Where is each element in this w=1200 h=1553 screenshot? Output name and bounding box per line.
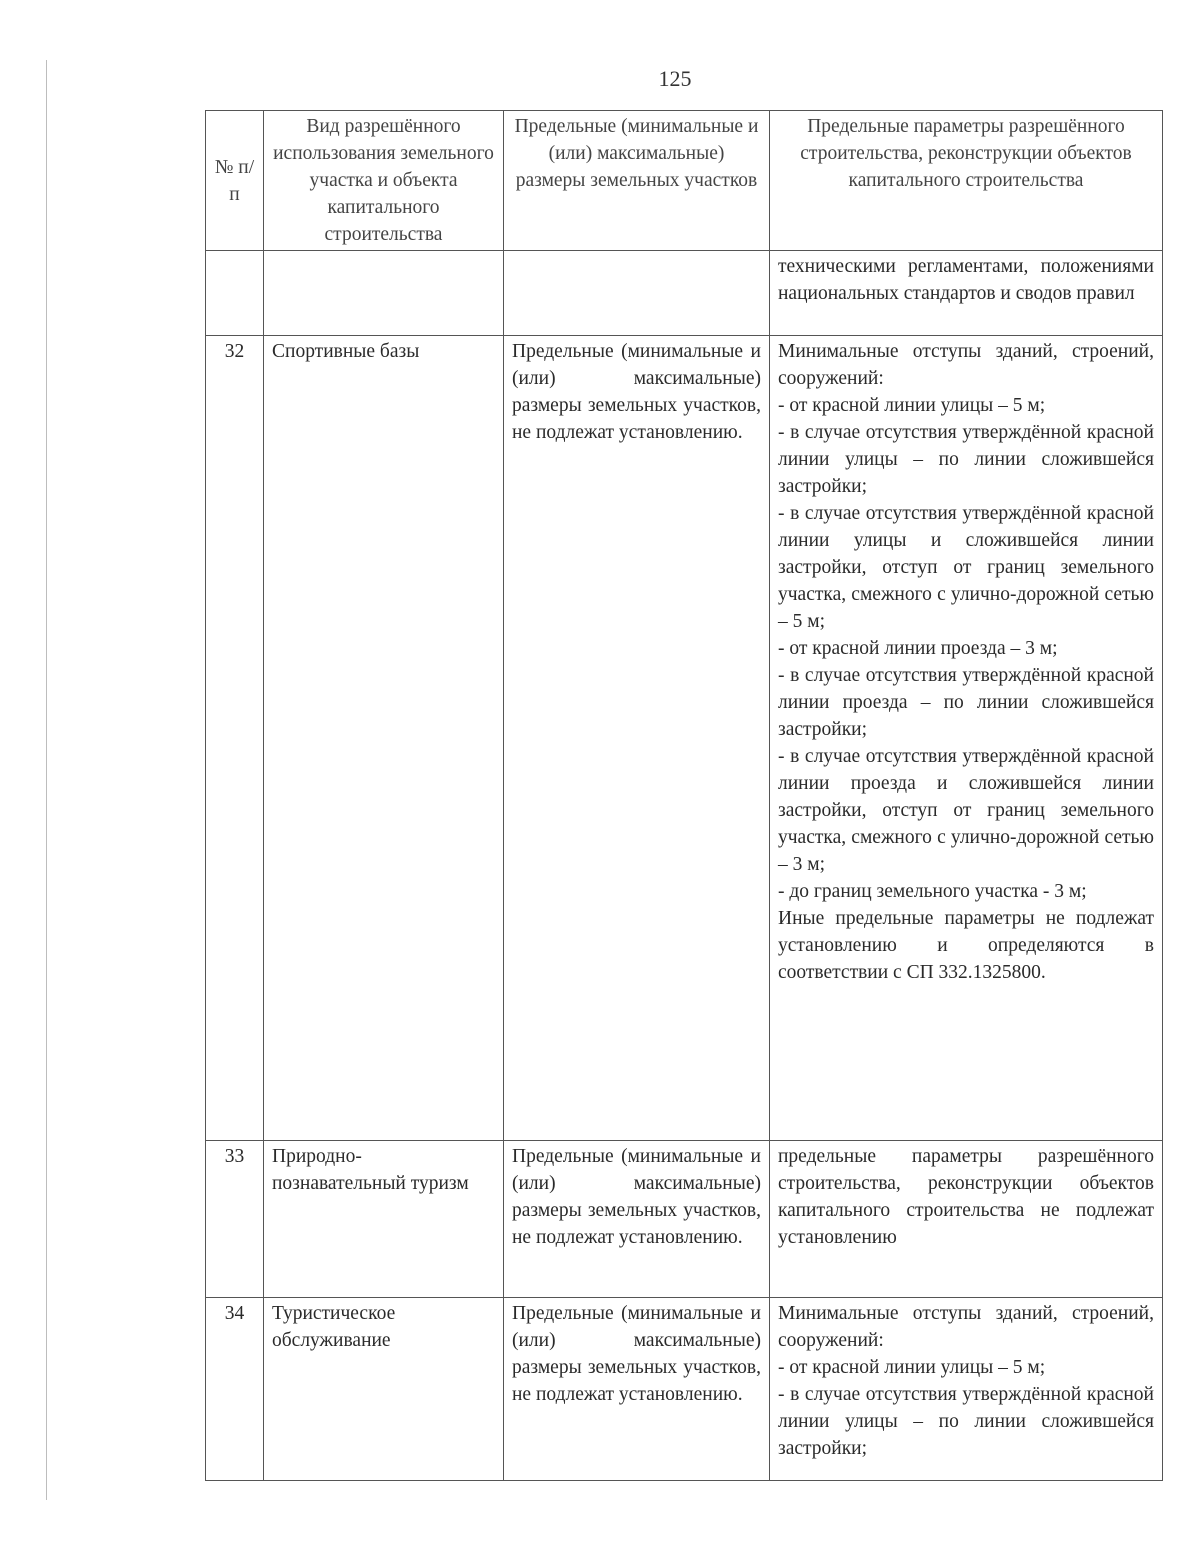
continuation-vid — [264, 251, 504, 336]
row-num: 33 — [206, 1141, 264, 1298]
param-line: - в случае отсутствия утверждённой красной линии улицы – по линии сложившейся застройки; — [778, 422, 1154, 497]
param-line: - от красной линии проезда – 3 м; — [778, 638, 1058, 659]
param-line: - в случае отсутствия утверждённой красной линии улицы – по линии сложившейся застройки; — [778, 1384, 1154, 1459]
param-line: предельные параметры разрешённого строительства, реконструкции объектов капитального строительства не подлежат установлению — [778, 1146, 1154, 1248]
param-line: - в случае отсутствия утверждённой красной линии улицы и сложившейся линии застройки, отступ от границ земельного участка, смежного с улично-дорожной сетью – 5 м; — [778, 503, 1154, 632]
continuation-size — [504, 251, 770, 336]
row-params — [770, 1298, 1163, 1481]
row-vid: Спортивные базы — [264, 336, 504, 1141]
table-row — [206, 1298, 1163, 1481]
continuation-params-text: техническими регламентами, положениями национальных стандартов и сводов правил — [778, 256, 1154, 304]
row-num: 32 — [206, 336, 264, 1141]
row-params — [770, 1141, 1163, 1298]
continuation-row — [206, 251, 1163, 336]
param-line: - в случае отсутствия утверждённой красной линии проезда – по линии сложившейся застройки; — [778, 665, 1154, 740]
page-number: 125 — [658, 66, 692, 91]
row-vid: Природно-познавательный туризм — [264, 1141, 504, 1298]
row-params — [770, 336, 1163, 1141]
header-size: Предельные (минимальные и (или) максимальные) размеры земельных участков — [504, 111, 770, 251]
table-row — [206, 336, 1163, 1141]
param-line: - от красной линии улицы – 5 м; — [778, 1357, 1046, 1378]
row-size: Предельные (минимальные и (или) максимальные) размеры земельных участков, не подлежат установлению. — [504, 1141, 770, 1298]
regulations-table — [205, 110, 1163, 1481]
left-margin-line — [46, 60, 47, 1500]
param-line: Иные предельные параметры не подлежат установлению и определяются в соответствии с СП 332.1325800. — [778, 908, 1154, 983]
param-line: - от красной линии улицы – 5 м; — [778, 395, 1046, 416]
param-line: Минимальные отступы зданий, строений, сооружений: — [778, 1303, 1154, 1351]
header-row — [206, 111, 1163, 251]
continuation-num — [206, 251, 264, 336]
header-params: Предельные параметры разрешённого строительства, реконструкции объектов капитального строительства — [770, 111, 1163, 251]
param-line: - до границ земельного участка - 3 м; — [778, 881, 1087, 902]
row-num: 34 — [206, 1298, 264, 1481]
param-line: Минимальные отступы зданий, строений, сооружений: — [778, 341, 1154, 389]
header-vid: Вид разрешённого использования земельного участка и объекта капитального строительства — [264, 111, 504, 251]
row-size: Предельные (минимальные и (или) максимальные) размеры земельных участков, не подлежат установлению. — [504, 336, 770, 1141]
row-vid: Туристическое обслуживание — [264, 1298, 504, 1481]
param-line: - в случае отсутствия утверждённой красной линии проезда и сложившейся линии застройки, отступ от границ земельного участка, смежного с улично-дорожной сетью – 3 м; — [778, 746, 1154, 875]
table-row — [206, 1141, 1163, 1298]
header-num: № п/п — [206, 111, 264, 251]
continuation-params — [770, 251, 1163, 336]
row-size: Предельные (минимальные и (или) максимальные) размеры земельных участков, не подлежат установлению. — [504, 1298, 770, 1481]
